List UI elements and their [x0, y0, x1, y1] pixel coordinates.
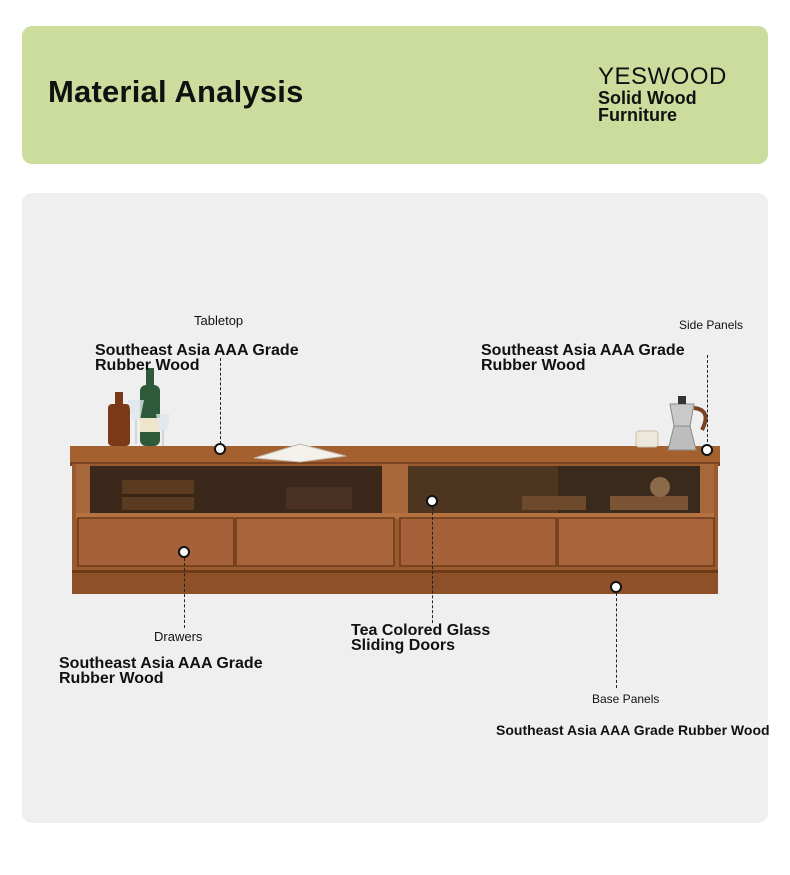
page-title: Material Analysis	[48, 74, 304, 109]
drawers-marker	[178, 546, 190, 558]
drawers-material-line2: Rubber Wood	[59, 670, 164, 687]
cabinet-top	[70, 446, 720, 464]
drawers-title: Drawers	[154, 629, 203, 644]
side-panels-marker	[701, 444, 713, 456]
base-panels-material: Southeast Asia AAA Grade Rubber Wood	[496, 722, 770, 738]
base-panels-title: Base Panels	[592, 692, 660, 706]
tabletop-marker	[214, 443, 226, 455]
drawer-2	[236, 518, 394, 566]
tabletop-material-line2: Rubber Wood	[95, 357, 200, 374]
glass-doors-line1: Tea Colored Glass	[351, 622, 491, 639]
drawer-3	[400, 518, 556, 566]
brand-subtitle-line1: Solid Wood	[598, 88, 697, 108]
glass-doors-leader-line	[432, 507, 433, 623]
tabletop-title: Tabletop	[194, 313, 244, 328]
base-panels-marker	[610, 581, 622, 593]
brand-name: YESWOOD	[598, 63, 727, 90]
drawers-material-line1: Southeast Asia AAA Grade	[59, 655, 263, 672]
drawers-leader-line	[184, 558, 185, 628]
drawer-1	[78, 518, 234, 566]
side-panels-material-line2: Rubber Wood	[481, 357, 586, 374]
base-panels-leader-line	[616, 593, 617, 688]
tabletop-material-line1: Southeast Asia AAA Grade	[95, 342, 299, 359]
brand-subtitle-line2: Furniture	[598, 105, 677, 125]
side-panels-leader-line	[707, 355, 708, 447]
side-panels-material-line1: Southeast Asia AAA Grade	[481, 342, 685, 359]
glass-doors-line2: Sliding Doors	[351, 637, 455, 654]
cabinet-base	[72, 570, 718, 594]
drawer-4	[558, 518, 714, 566]
side-panels-title: Side Panels	[679, 318, 744, 332]
tabletop-leader-line	[220, 358, 221, 444]
glass-doors-marker	[426, 495, 438, 507]
